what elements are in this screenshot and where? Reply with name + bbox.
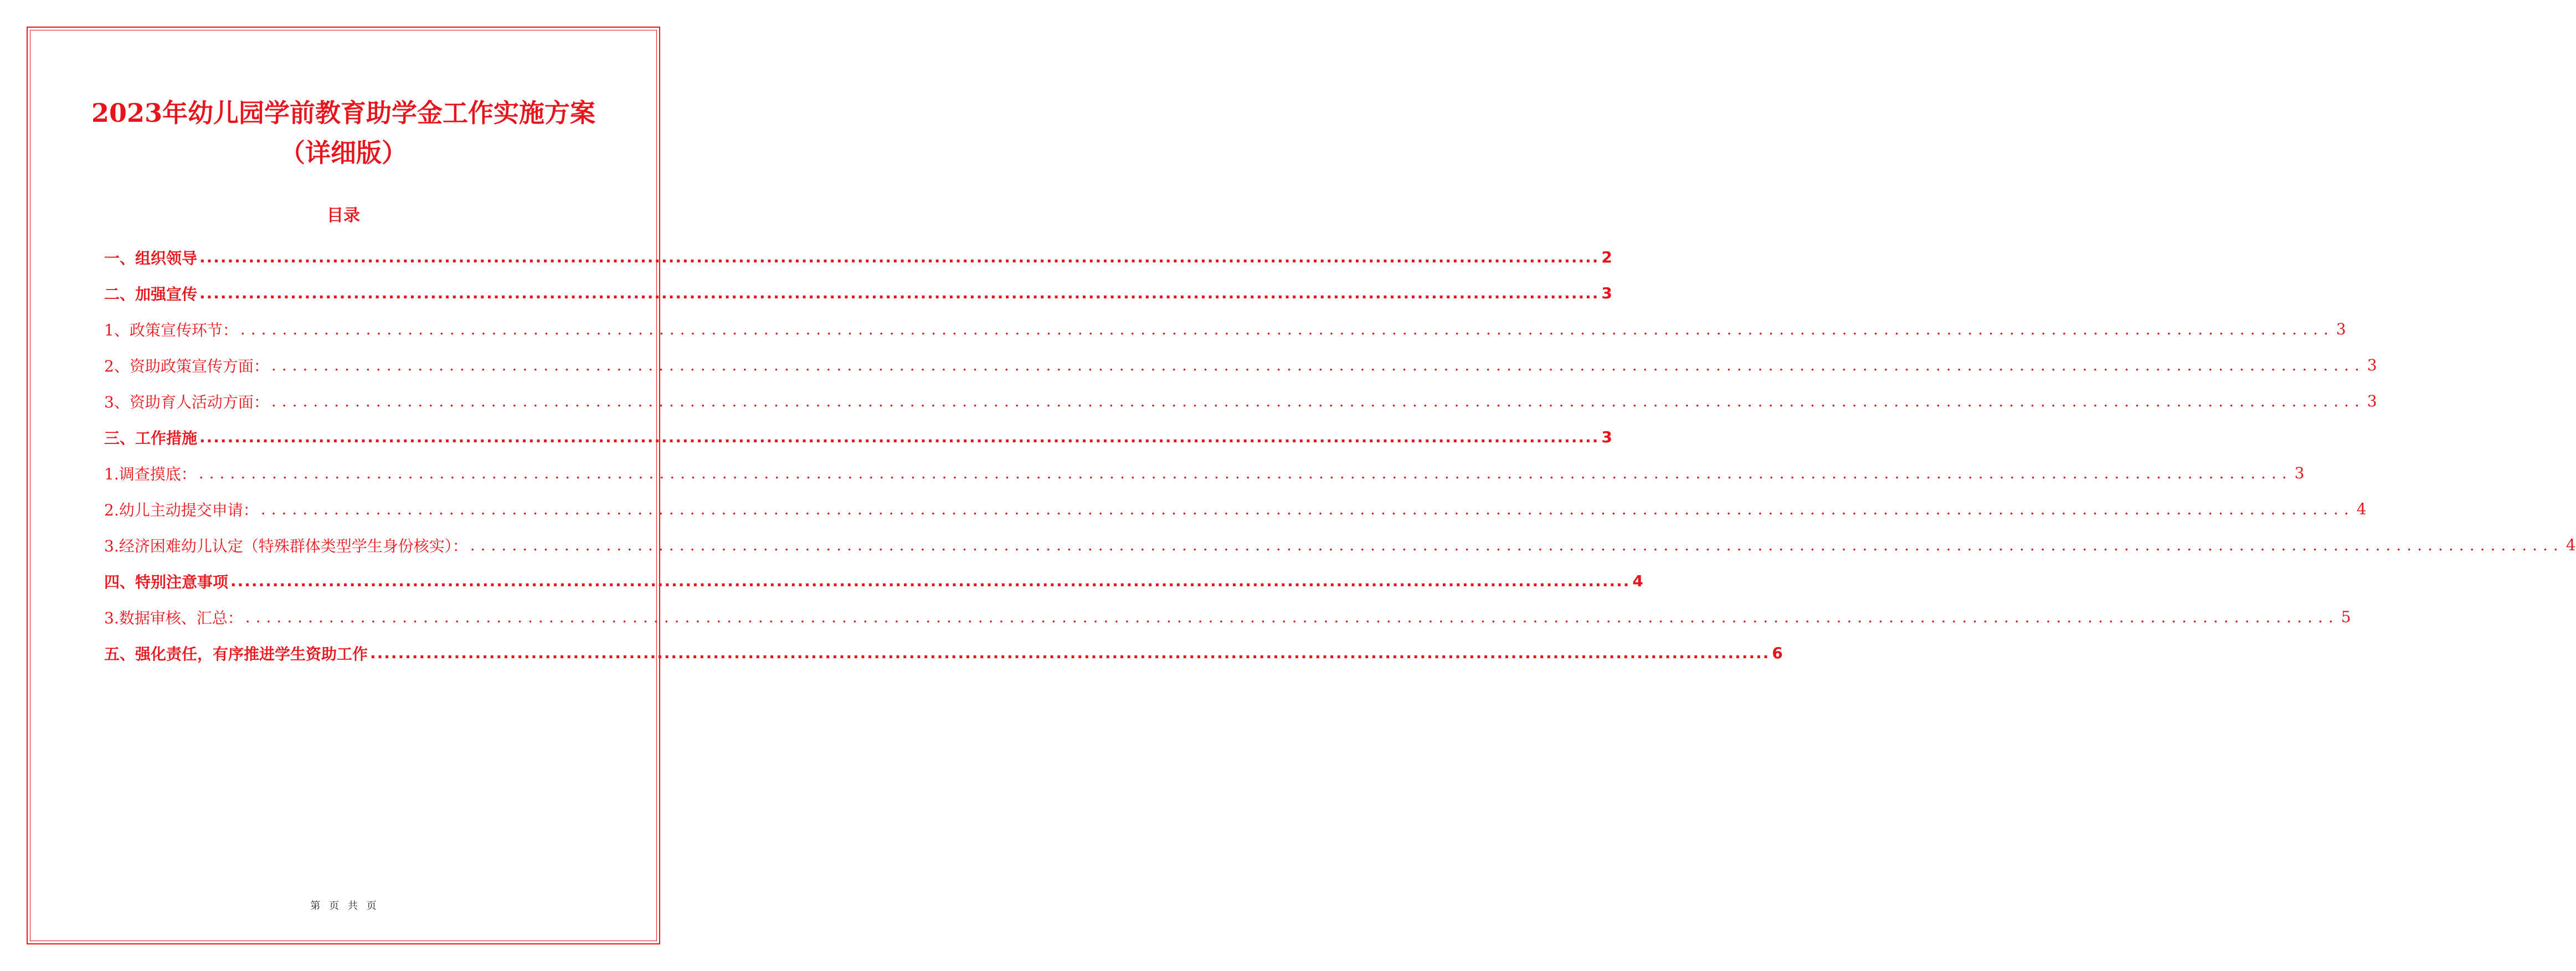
page-footer: 第 页 共 页 xyxy=(310,900,377,912)
toc-entry-label: 1、政策宣传环节： xyxy=(104,321,238,339)
toc-entry[interactable] xyxy=(104,563,1643,599)
toc-entry-label: 一、组织领导 xyxy=(104,249,198,267)
toc-entry-label: 五、强化责任，有序推进学生资助工作 xyxy=(104,644,368,663)
toc-entry-page-number: 2 xyxy=(1601,248,1612,266)
toc-dot-leader: ........................................................................................................................................................................................................ xyxy=(199,284,1600,302)
toc-entry-label: 3.数据审核、汇总： xyxy=(104,608,243,627)
toc-entry-label: 3.经济困难幼儿认定（特殊群体类型学生身份核实）： xyxy=(104,536,468,555)
toc-entry[interactable] xyxy=(104,347,2377,383)
toc-dot-leader: ........................................................................................................................................................................................................ xyxy=(370,644,1770,662)
toc-entry[interactable] xyxy=(104,419,1612,455)
toc-entry-page-number: 3 xyxy=(2336,320,2346,338)
toc-dot-leader: ........................................................................................................................................................................................................ xyxy=(260,500,2354,518)
toc-entry-page-number: 3 xyxy=(1601,284,1612,302)
toc-dot-leader: ........................................................................................................................................................................................................ xyxy=(240,320,2334,338)
table-of-contents xyxy=(104,239,2576,671)
toc-entry-label: 2.幼儿主动提交申请： xyxy=(104,500,259,519)
toc-entry[interactable] xyxy=(104,491,2367,527)
toc-entry-page-number: 3 xyxy=(2367,392,2377,410)
toc-dot-leader: ........................................................................................................................................................................................................ xyxy=(199,248,1600,266)
toc-entry-page-number: 4 xyxy=(1632,572,1643,590)
toc-entry[interactable] xyxy=(104,383,2377,419)
toc-entry-page-number: 4 xyxy=(2356,500,2367,518)
toc-entry-label: 二、加强宣传 xyxy=(104,285,198,303)
toc-dot-leader: ........................................................................................................................................................................................................ xyxy=(198,464,2292,482)
toc-entry-label: 3、资助育人活动方面： xyxy=(104,392,269,411)
toc-entry-page-number: 5 xyxy=(2341,608,2351,626)
toc-entry-page-number: 4 xyxy=(2565,536,2576,554)
toc-entry-page-number: 3 xyxy=(2294,464,2305,482)
toc-entry-page-number: 3 xyxy=(1601,428,1612,446)
toc-dot-leader: ........................................................................................................................................................................................................ xyxy=(199,428,1600,446)
toc-entry[interactable] xyxy=(104,455,2305,491)
toc-entry[interactable] xyxy=(104,527,2576,563)
toc-entry[interactable] xyxy=(104,635,1783,671)
toc-entry-label: 2、资助政策宣传方面： xyxy=(104,357,269,375)
document-title: 2023年幼儿园学前教育助学金工作实施方案（详细版） xyxy=(91,98,596,168)
toc-entry-label: 三、工作措施 xyxy=(104,428,198,447)
toc-dot-leader: ........................................................................................................................................................................................................ xyxy=(271,392,2365,410)
toc-entry[interactable] xyxy=(104,599,2351,635)
toc-heading: 目录 xyxy=(327,206,360,225)
toc-dot-leader: ........................................................................................................................................................................................................ xyxy=(271,356,2365,374)
toc-entry-label: 四、特别注意事项 xyxy=(104,572,229,591)
toc-entry-page-number: 3 xyxy=(2367,356,2377,374)
toc-dot-leader: ........................................................................................................................................................................................................ xyxy=(245,608,2339,626)
toc-entry[interactable] xyxy=(104,275,1612,311)
toc-entry-page-number: 6 xyxy=(1772,644,1783,662)
toc-entry[interactable] xyxy=(104,239,1612,275)
toc-dot-leader: ........................................................................................................................................................................................................ xyxy=(230,572,1631,590)
toc-dot-leader: ........................................................................................................................................................................................................ xyxy=(470,536,2564,554)
toc-entry[interactable] xyxy=(104,311,2346,347)
toc-entry-label: 1.调查摸底： xyxy=(104,464,197,483)
